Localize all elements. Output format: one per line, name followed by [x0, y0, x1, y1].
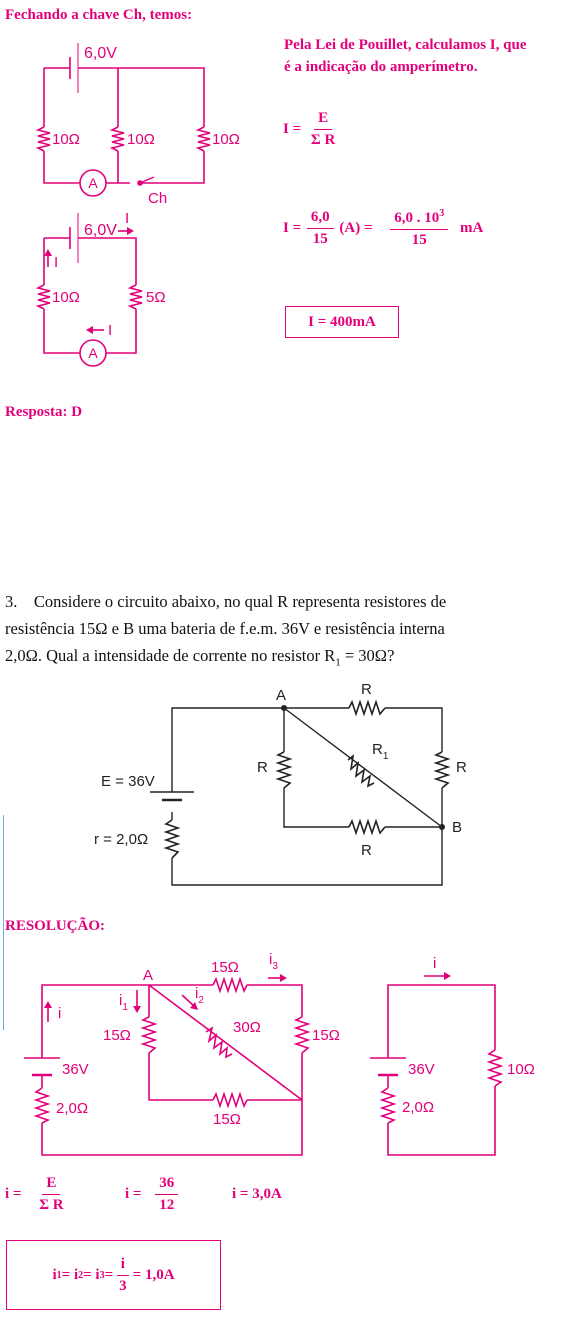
q3-line-3-pre: 2,0Ω. Qual a intensidade de corrente no resistor R	[5, 646, 336, 665]
final-sub-3: 3	[99, 1269, 105, 1281]
c2-current-top: I	[125, 210, 130, 227]
c3-internal-resistance: r = 2,0Ω	[94, 831, 149, 848]
c2-resistor-2-label: 5Ω	[146, 289, 166, 306]
c4-i2	[195, 985, 204, 1006]
equation-pouillet	[283, 110, 341, 149]
c4-r-right: 15Ω	[312, 1027, 340, 1044]
c1-switch-label: Ch	[148, 190, 168, 207]
c4-i2-letter: i	[195, 985, 199, 1002]
c3-r1	[372, 741, 389, 762]
final-result-box	[6, 1240, 221, 1310]
c2-current-bottom: I	[108, 322, 113, 339]
equation-current-value	[283, 208, 483, 249]
q3-line-2: resistência 15Ω e B uma bateria de f.e.m. 36V e resistência interna	[5, 619, 445, 638]
c2-resistor-1-label: 10Ω	[52, 289, 80, 306]
c4-emf: 36V	[62, 1061, 89, 1078]
c3-r1-letter: R	[372, 741, 383, 758]
q3-line-3-post: = 30Ω?	[340, 646, 395, 665]
eq4-numerator: 36	[155, 1175, 178, 1195]
circuit-1-diagram	[0, 35, 260, 210]
c3-r-bottom: R	[361, 842, 372, 859]
question-3-text	[5, 588, 565, 676]
eq2-lhs: I =	[283, 219, 302, 236]
c4-i2-sub: 2	[198, 995, 204, 1006]
c5-equivalent-resistance: 10Ω	[507, 1061, 535, 1078]
final-numerator: i	[117, 1256, 129, 1276]
eq3-lhs: i =	[5, 1185, 22, 1202]
c1-resistor-2-label: 10Ω	[127, 131, 155, 148]
final-eq-a: = i	[61, 1266, 79, 1283]
eq2-numerator-1: 6,0	[307, 209, 334, 229]
heading-close-switch: Fechando a chave Ch, temos:	[5, 7, 193, 23]
eq2-unit-2: mA	[460, 219, 484, 236]
c4-r-top: 15Ω	[211, 959, 239, 976]
eq2-unit-1: (A) =	[339, 219, 373, 236]
c3-r-top: R	[361, 681, 372, 698]
equation-i-pouillet	[5, 1175, 70, 1214]
c3-r-right: R	[456, 759, 467, 776]
c1-ammeter-label: A	[88, 175, 98, 191]
c4-i-left: i	[58, 1005, 62, 1022]
q3-line-1	[5, 588, 565, 615]
c4-r-left: 15Ω	[103, 1027, 131, 1044]
c4-i1-letter: i	[119, 992, 123, 1009]
circuit-2-diagram	[0, 205, 260, 370]
c4-internal-resistance: 2,0Ω	[56, 1100, 89, 1117]
c5-emf: 36V	[408, 1061, 435, 1078]
eq3-denominator: Σ R	[39, 1197, 64, 1213]
eq2-numerator-2: 6,0 . 10	[394, 210, 440, 226]
c4-i3-letter: i	[269, 951, 273, 968]
answer-label: Resposta: D	[5, 404, 83, 420]
circuit-5-diagram	[370, 950, 570, 1160]
eq2-denominator-1: 15	[312, 231, 328, 247]
c3-node-a: A	[276, 687, 287, 704]
c4-i1-sub: 1	[122, 1002, 128, 1013]
final-tail: = 1,0A	[132, 1266, 175, 1283]
eq1-lhs: I =	[283, 120, 302, 137]
c4-i3	[269, 951, 278, 972]
c3-r1-sub: 1	[382, 751, 389, 762]
c4-i3-sub: 3	[272, 961, 278, 972]
c4-node-a: A	[143, 967, 154, 984]
c4-r-bottom: 15Ω	[213, 1111, 241, 1128]
c2-emf-label: 6,0V	[84, 222, 117, 239]
eq1-numerator: E	[314, 110, 332, 130]
q3-line-3	[5, 642, 565, 676]
c1-emf-label: 6,0V	[84, 45, 117, 62]
c1-resistor-1-label: 10Ω	[52, 131, 80, 148]
final-denominator: 3	[119, 1277, 127, 1294]
circuit-4-diagram	[0, 950, 360, 1160]
c2-ammeter-label: A	[88, 345, 98, 361]
q3-number: 3.	[5, 592, 18, 611]
eq4-denominator: 12	[159, 1197, 175, 1213]
c3-node-b: B	[452, 819, 463, 836]
c2-current-left: I	[54, 254, 59, 271]
resolution-heading: RESOLUÇÃO:	[5, 918, 106, 934]
pouillet-line-2: é a indicação do amperímetro.	[284, 59, 478, 75]
c4-r-mid: 30Ω	[233, 1019, 261, 1036]
final-sub-2: 2	[78, 1269, 84, 1281]
circuit-3-diagram	[0, 680, 520, 900]
c3-r-left: R	[257, 759, 268, 776]
c5-current: i	[433, 955, 437, 972]
pouillet-line-1: Pela Lei de Pouillet, calculamos I, que	[284, 37, 527, 53]
eq2-exponent: 3	[439, 208, 445, 219]
q3-line-1-text: Considere o circuito abaixo, no qual R representa resistores de	[33, 592, 447, 611]
c4-i1	[119, 992, 128, 1013]
equation-i-values	[125, 1175, 180, 1214]
c5-internal-resistance: 2,0Ω	[402, 1099, 435, 1116]
q3-line-3-sub: 1	[335, 656, 341, 669]
c3-emf: E = 36V	[101, 773, 155, 790]
eq2-denominator-2: 15	[411, 232, 427, 248]
c1-resistor-3-label: 10Ω	[212, 131, 240, 148]
final-sub-1: 1	[56, 1269, 62, 1281]
final-eq-c: =	[104, 1266, 114, 1283]
eq1-denominator: Σ R	[310, 132, 336, 148]
equation-i-result: i = 3,0A	[232, 1186, 282, 1202]
result-box: I = 400mA	[285, 306, 399, 338]
eq3-numerator: E	[42, 1175, 60, 1195]
pouillet-text	[284, 34, 526, 78]
final-i1: i	[52, 1266, 57, 1283]
eq4-lhs: i =	[125, 1185, 142, 1202]
final-eq-b: = i	[83, 1266, 100, 1283]
